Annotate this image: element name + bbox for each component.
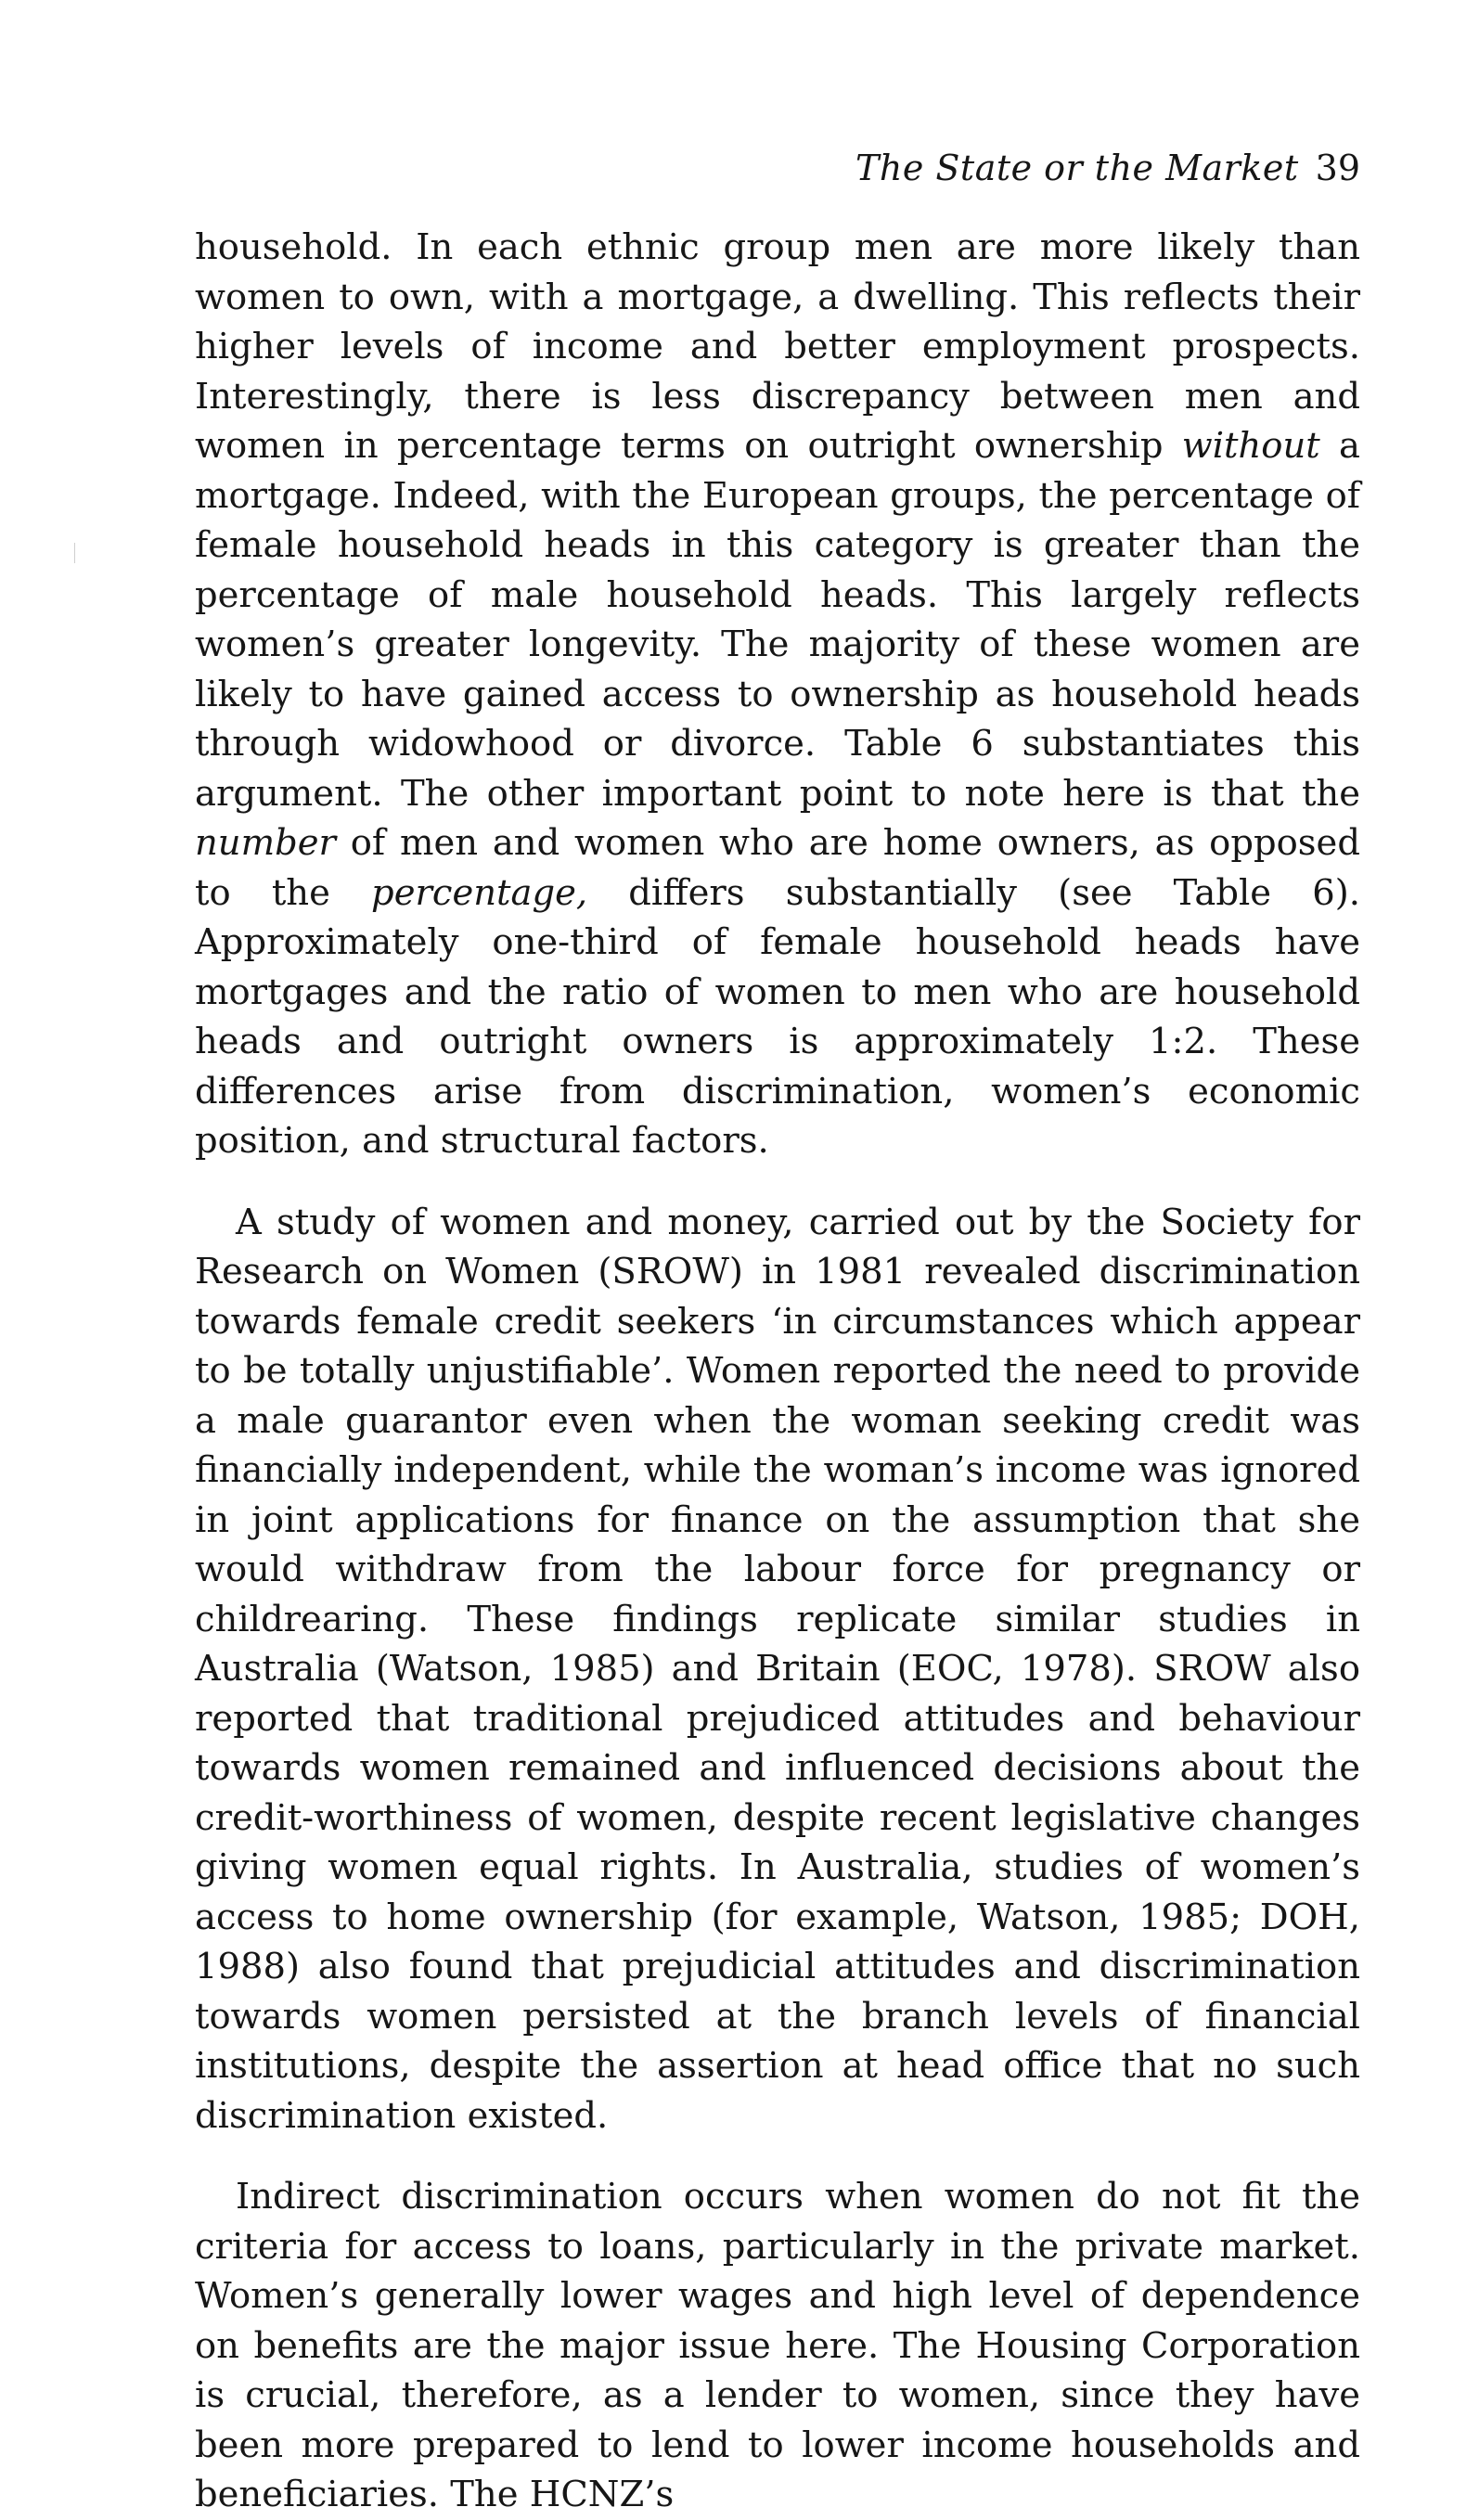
paragraph-1-text: household. In each ethnic group men are more likely than women to own, with a mortgage, a dwelling. This reflects their higher levels of income and better employment prospects. Interestingly, there is less discrepancy between men and women in percentage terms on outright ownership	[195, 226, 1360, 467]
running-head-title: The State or the Market	[855, 148, 1299, 188]
paragraph-1-text: a mortgage. Indeed, with the European groups, the percentage of female household heads in this category is greater than the percentage of male household heads. This largely reflects women’s greater longevity. The majority of these women are likely to have gained access to ownership as household heads through widowhood or divorce. Table 6 substantiates this argument. The other important point to note here is that the	[195, 425, 1360, 815]
paragraph-2: A study of women and money, carried out by the Society for Research on Women (SROW) in 1981 revealed discrimination towards female credit seekers ‘in circumstances which appear to be totally unjustifiable’. Women reported the need to provide a male guarantor even when the woman seeking credit was financially independent, while the woman’s income was ignored in joint applications for finance on the assumption that she would withdraw from the labour force for pregnancy or childrearing. These findings replicate similar studies in Australia (Watson, 1985) and Britain (EOC, 1978). SROW also reported that traditional prejudiced attitudes and behaviour towards women remained and influenced decisions about the credit-worthiness of women, despite recent legislative changes giving women equal rights. In Australia, studies of women’s access to home ownership (for example, Watson, 1985; DOH, 1988) also found that prejudicial attitudes and discrimination towards women persisted at the branch levels of financial institutions, despite the assertion at head office that no such discrimination existed.	[195, 1201, 1360, 2137]
paragraph-1-text: differs substantially (see Table 6). Approximately one-third of female household heads have mortgages and the ratio of women to men who are household heads and outright owners is approximately 1:2. These differences arise from discrimination, women’s economic position, and structural factors.	[195, 871, 1360, 1162]
margin-mark	[74, 543, 75, 563]
paragraph-3: Indirect discrimination occurs when women do not fit the criteria for access to loans, particularly in the private market. Women’s generally lower wages and high level of dependence on benefits are the major issue here. The Housing Corporation is crucial, therefore, as a lender to women, since they have been more prepared to lend to lower income households and beneficiaries. The HCNZ’s	[195, 2176, 1360, 2515]
emphasis-percentage: percentage,	[371, 871, 588, 914]
page-number: 39	[1315, 148, 1360, 188]
emphasis-without: without	[1181, 425, 1320, 467]
running-head	[855, 147, 1360, 189]
emphasis-number: number	[195, 822, 336, 864]
paragraph-1-text: of men and women who are home owners, as opposed to the	[195, 822, 1360, 914]
paragraph-1	[195, 223, 1360, 1166]
body-text	[195, 223, 1360, 2520]
